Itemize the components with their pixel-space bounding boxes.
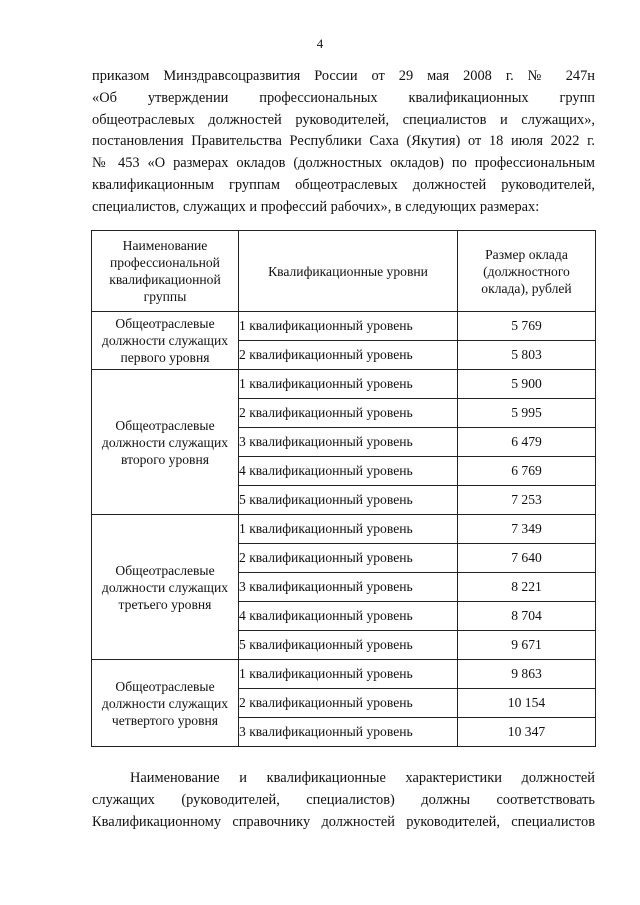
page-number: 4 (316, 36, 324, 51)
salary-cell: 8 221 (458, 573, 596, 602)
outro-line: служащих (руководителей, специалистов) должны соответствовать (92, 791, 595, 808)
level-cell: 2 квалификационный уровень (239, 544, 458, 573)
level-cell: 3 квалификационный уровень (239, 718, 458, 747)
level-cell: 3 квалификационный уровень (239, 428, 458, 457)
group-name-cell: Общеотраслевые должности служащих четвертого уровня (92, 660, 239, 747)
salary-cell: 8 704 (458, 602, 596, 631)
salary-cell: 9 863 (458, 660, 596, 689)
table-row (92, 515, 596, 544)
intro-paragraph (92, 66, 595, 219)
group-name-cell: Общеотраслевые должности служащих третьего уровня (92, 515, 239, 660)
level-cell: 4 квалификационный уровень (239, 457, 458, 486)
group-name-cell: Общеотраслевые должности служащих второго уровня (92, 370, 239, 515)
outro-paragraph (92, 768, 595, 833)
table-row (92, 312, 596, 341)
salary-cell: 5 900 (458, 370, 596, 399)
intro-line: № 453 «О размерах окладов (должностных окладов) по профессиональным (92, 155, 595, 172)
salary-cell: 5 769 (458, 312, 596, 341)
header-qualification-level: Квалификационные уровни (239, 231, 458, 312)
header-group-name: Наименование профессиональной квалификационной группы (92, 231, 239, 312)
salary-table (91, 230, 596, 747)
level-cell: 2 квалификационный уровень (239, 689, 458, 718)
outro-line: Наименование и квалификационные характеристики должностей (130, 770, 595, 786)
salary-cell: 10 154 (458, 689, 596, 718)
salary-cell: 5 803 (458, 341, 596, 370)
salary-cell: 6 479 (458, 428, 596, 457)
salary-cell: 5 995 (458, 399, 596, 428)
salary-cell: 9 671 (458, 631, 596, 660)
level-cell: 1 квалификационный уровень (239, 660, 458, 689)
intro-line: «Об утверждении профессиональных квалификационных групп (92, 89, 595, 106)
level-cell: 5 квалификационный уровень (239, 631, 458, 660)
header-salary: Размер оклада (должностного оклада), рублей (458, 231, 596, 312)
salary-cell: 7 349 (458, 515, 596, 544)
table-row (92, 370, 596, 399)
level-cell: 4 квалификационный уровень (239, 602, 458, 631)
intro-line: квалификационным группам общеотраслевых должностей руководителей, (92, 176, 595, 193)
intro-line: приказом Минздравсоцразвития России от 29 мая 2008 г. № 247н (92, 68, 595, 84)
intro-line: постановления Правительства Республики Саха (Якутия) от 18 июля 2022 г. (92, 133, 595, 150)
intro-line: общеотраслевых должностей руководителей, специалистов и служащих», (92, 111, 595, 128)
group-name-cell: Общеотраслевые должности служащих первого уровня (92, 312, 239, 370)
table-row (92, 660, 596, 689)
level-cell: 3 квалификационный уровень (239, 573, 458, 602)
table-header-row (92, 231, 596, 312)
salary-cell: 7 253 (458, 486, 596, 515)
level-cell: 5 квалификационный уровень (239, 486, 458, 515)
level-cell: 1 квалификационный уровень (239, 370, 458, 399)
level-cell: 2 квалификационный уровень (239, 341, 458, 370)
outro-line: Квалификационному справочнику должностей руководителей, специалистов (92, 813, 595, 830)
salary-cell: 10 347 (458, 718, 596, 747)
level-cell: 2 квалификационный уровень (239, 399, 458, 428)
salary-cell: 6 769 (458, 457, 596, 486)
salary-cell: 7 640 (458, 544, 596, 573)
level-cell: 1 квалификационный уровень (239, 312, 458, 341)
intro-line: специалистов, служащих и профессий рабочих», в следующих размерах: (92, 198, 540, 215)
level-cell: 1 квалификационный уровень (239, 515, 458, 544)
